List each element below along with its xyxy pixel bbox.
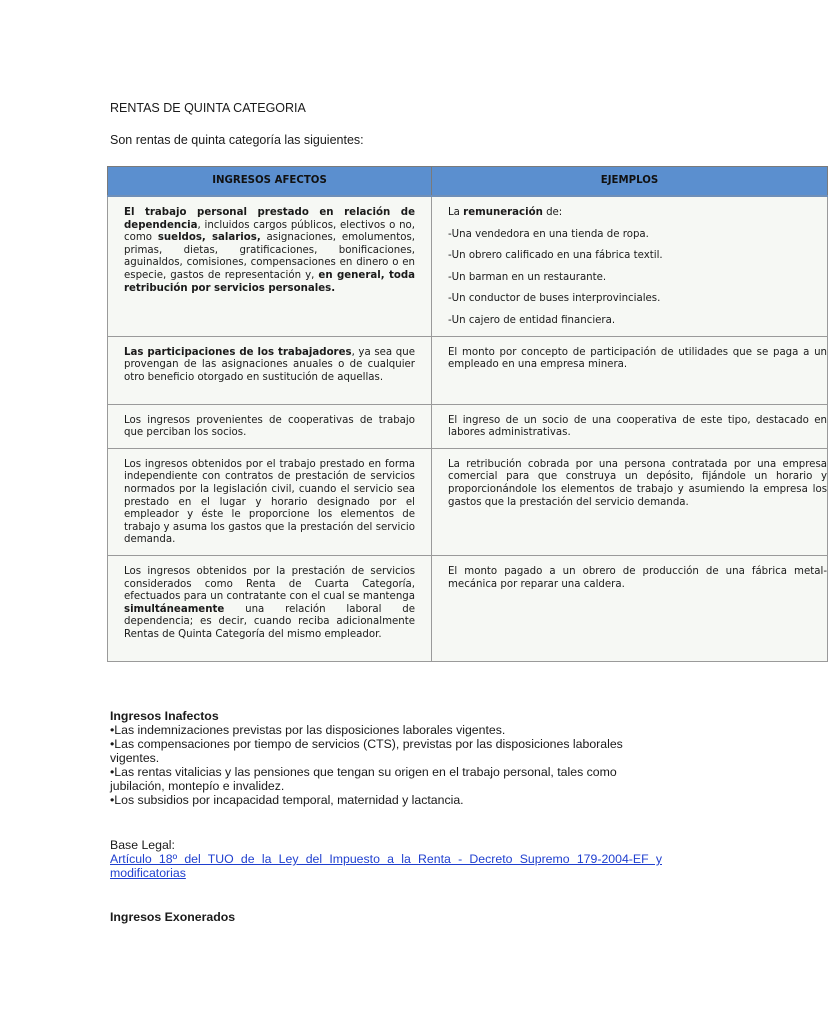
base-legal-link[interactable]: Artículo 18º del TUO de la Ley del Impuesto a la Renta - Decreto Supremo 179-2004-EF y modificatorias: [110, 852, 662, 880]
bullet-item: •Los subsidios por incapacidad temporal, maternidad y lactancia.: [110, 793, 464, 807]
ejemplo-text: La retribución cobrada por una persona contratada por una empresa comercial para que construya un depósito, fijándole un horario y proporcionándole los elementos de trabajo y asumiendo la empresa los gastos que la prestación del servicio demanda.: [448, 458, 827, 508]
ejemplo-item: -Un obrero calificado en una fábrica textil.: [448, 250, 663, 262]
header-ejemplos: EJEMPLOS: [432, 167, 828, 197]
table-row: [108, 404, 828, 448]
ingreso-afecto-cell: [108, 555, 432, 661]
section-title: Ingresos Inafectos: [110, 709, 219, 723]
ingreso-afecto-cell: [108, 404, 432, 448]
ingresos-inafectos-section: [110, 709, 670, 807]
ejemplo-text: El ingreso de un socio de una cooperativa de este tipo, destacado en labores administrativas.: [448, 414, 827, 439]
bullet-item: •Las compensaciones por tiempo de servicios (CTS), previstas por las disposiciones laborales vigentes.: [110, 737, 623, 765]
ejemplo-cell: [432, 336, 828, 404]
ejemplo-text: El monto por concepto de participación de utilidades que se paga a un empleado en una empresa minera.: [448, 346, 827, 371]
ingreso-afecto-text: Las participaciones de los trabajadores, ya sea que provengan de las asignaciones anuales o de cualquier otro beneficio otorgado en sustitución de aquellas.: [124, 346, 415, 383]
table-header-row: [108, 167, 828, 197]
base-legal-label: Base Legal:: [110, 838, 175, 852]
intro-text: Son rentas de quinta categoría las siguientes:: [110, 133, 364, 147]
ingreso-afecto-cell: [108, 196, 432, 336]
ejemplo-cell: [432, 404, 828, 448]
ejemplo-item: -Un cajero de entidad financiera.: [448, 314, 616, 326]
ejemplo-item: -Un barman en un restaurante.: [448, 271, 607, 283]
ejemplo-list: [448, 207, 827, 328]
ingreso-afecto-text: Los ingresos obtenidos por la prestación de servicios considerados como Renta de Cuarta Categoría, efectuados para un contratante con el cual se mantenga simultáneamente una relación laboral de dependencia; es decir, cuando reciba adicionalmente Rentas de Quinta Categoría del mismo empleador.: [124, 565, 415, 640]
ingreso-afecto-cell: [108, 448, 432, 555]
document-title: RENTAS DE QUINTA CATEGORIA: [110, 101, 306, 115]
ejemplo-cell: [432, 448, 828, 555]
table-row: [108, 555, 828, 661]
table-row: [108, 336, 828, 404]
ejemplo-item: -Un conductor de buses interprovinciales.: [448, 293, 661, 305]
rentas-table: [107, 166, 828, 662]
ejemplo-cell: [432, 555, 828, 661]
ejemplo-text: El monto pagado a un obrero de producción de una fábrica metal-mecánica por reparar una caldera.: [448, 565, 827, 590]
table-row: [108, 448, 828, 555]
header-ingresos-afectos: INGRESOS AFECTOS: [108, 167, 432, 197]
bullet-item: •Las indemnizaciones previstas por las disposiciones laborales vigentes.: [110, 723, 506, 737]
ejemplo-intro: La remuneración de:: [448, 207, 563, 218]
base-legal-section: [110, 838, 662, 880]
ingreso-afecto-cell: [108, 336, 432, 404]
ejemplo-item: -Una vendedora en una tienda de ropa.: [448, 228, 649, 240]
table-row: [108, 196, 828, 336]
ejemplo-cell: [432, 196, 828, 336]
ingreso-afecto-text: Los ingresos provenientes de cooperativas de trabajo que perciban los socios.: [124, 414, 415, 439]
ingresos-exonerados-title: Ingresos Exonerados: [110, 910, 236, 924]
ingreso-afecto-text: El trabajo personal prestado en relación de dependencia, incluidos cargos públicos, electivos o no, como sueldos, salarios, asignaciones, emolumentos, primas, dietas, gratificaciones, bonificaciones, aguinaldos, comisiones, compensaciones en dinero o en especie, gastos de representación y, en general, toda retribución por servicios personales.: [124, 207, 416, 294]
ingreso-afecto-text: Los ingresos obtenidos por el trabajo prestado en forma independiente con contratos de prestación de servicios normados por la legislación civil, cuando el servicio sea prestado en el lugar y horario designado por el empleador y éste le proporcione los elementos de trabajo y asuma los gastos que la prestación del servicio demanda.: [124, 458, 415, 546]
bullet-item: •Las rentas vitalicias y las pensiones que tengan su origen en el trabajo personal, tales como jubilación, montepío e invalidez.: [110, 765, 617, 793]
rentas-table-container: [107, 166, 827, 658]
